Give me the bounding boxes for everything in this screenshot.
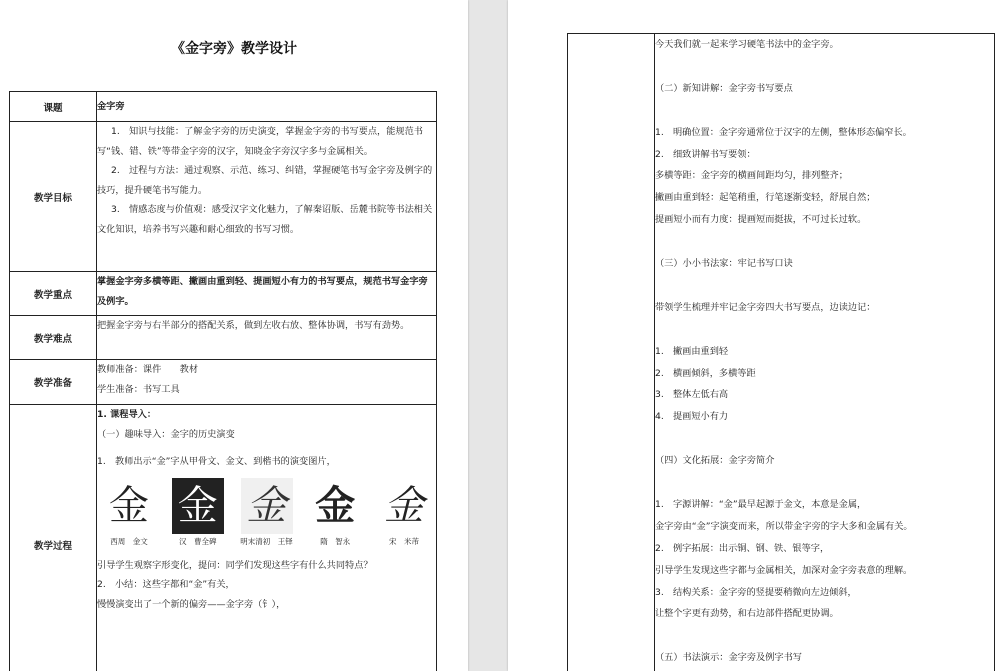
goal-item-3: 3. 情感态度与价值观：感受汉字文化魅力，了解秦诏版、岳麓书院等书法相关文化知识，培养书写兴趣和耐心细致的书写习惯。 <box>97 204 433 235</box>
process-line2: 引导学生观察字形变化，提问：同学们发现这些字有什么共同特点？ <box>97 559 373 571</box>
content-line: （二）新知讲解：金字旁书写要点 <box>655 82 793 94</box>
table-row-difficulty <box>10 316 437 360</box>
content-line: 金字旁由“金”字演变而来，所以带金字旁的字大多和金属有关。 <box>655 520 913 532</box>
table-row-key <box>10 272 437 316</box>
goal-item-2: 2. 过程与方法：通过观察、示范、练习、纠错，掌握硬笔书写金字旁及例字的技巧，提升硬笔书写能力。 <box>97 165 433 196</box>
table-row-prep <box>10 360 437 405</box>
content-line: 1. 明确位置：金字旁通常位于汉字的左侧，整体形态偏窄长。 <box>655 126 912 138</box>
row-value-topic: 金字旁 <box>97 92 437 122</box>
evolution-caption-4: 隋 智永 <box>320 536 351 546</box>
process-sub1: （一）趣味导入：金字的历史演变 <box>97 428 235 440</box>
content-line: （四）文化拓展：金字旁简介 <box>655 455 775 467</box>
content-line: 提画短小而有力度：提画短而挺拔，不可过长过软。 <box>655 214 867 226</box>
evolution-item <box>170 478 226 548</box>
row-label-topic: 课题 <box>10 92 97 122</box>
content-line: 2. 细致讲解书写要领： <box>655 148 756 160</box>
evolution-caption-3: 明末清初 王铎 <box>240 536 293 546</box>
prep-student: 学生准备：书写工具 <box>97 383 180 395</box>
content-line: 今天我们就一起来学习硬笔书法中的金字旁。 <box>655 39 839 50</box>
table-row-topic <box>10 92 437 122</box>
content-line: 3. 结构关系：金字旁的竖提要稍微向左边倾斜， <box>655 586 857 598</box>
row-label-empty <box>568 34 655 671</box>
content-line: 4. 提画短小有力 <box>655 411 729 423</box>
evolution-item <box>307 478 363 548</box>
content-line: 引导学生发现这些字都与金属相关，加深对金字旁表意的理解。 <box>655 564 913 576</box>
content-line: 撇画由重到轻：起笔稍重，行笔逐渐变轻，舒展自然； <box>655 192 876 204</box>
content-line: 让整个字更有劲势，和右边部件搭配更协调。 <box>655 608 839 620</box>
evolution-item <box>101 478 157 548</box>
content-line: 1. 字源讲解：“金”最早起源于金文，本意是金属， <box>655 498 867 510</box>
content-line: 2. 横画倾斜，多横等距 <box>655 367 756 379</box>
row-value-difficulty: 把握金字旁与右半部分的搭配关系，做到左收右放、整体协调，书写有劲势。 <box>97 316 437 360</box>
blank-line <box>655 319 994 341</box>
table-row-goals <box>10 122 437 272</box>
evolution-item <box>239 478 295 548</box>
document-page-right <box>508 0 1004 671</box>
row-label-goals: 教学目标 <box>10 122 97 272</box>
process-line4: 慢慢演变出了一个新的偏旁——金字旁（钅）， <box>97 598 286 610</box>
process-continued-content <box>655 34 995 671</box>
evolution-caption-5: 宋 米芾 <box>389 536 419 546</box>
character-evolution-images <box>97 478 436 548</box>
evolution-glyph-1: 金 <box>103 478 155 534</box>
prep-teacher: 教师准备：课件 教材 <box>97 364 199 375</box>
content-line: （三）小小书法家：牢记书写口诀 <box>655 258 793 270</box>
row-label-difficulty: 教学难点 <box>10 316 97 360</box>
content-line: 2. 例字拓展：出示铜、钢、铁、银等字， <box>655 542 830 554</box>
evolution-item <box>376 478 432 548</box>
evolution-glyph-2: 金 <box>172 478 224 534</box>
evolution-caption-1: 西周 金文 <box>110 536 148 546</box>
evolution-glyph-3: 金 <box>241 478 293 534</box>
content-line: 1. 撇画由重到轻 <box>655 345 729 357</box>
row-value-key: 掌握金字旁多横等距、撇画由重到轻、提画短小有力的书写要点，规范书写金字旁及例字。 <box>97 272 437 316</box>
content-line: 带领学生梳理并牢记金字旁四大书写要点，边读边记： <box>655 301 876 313</box>
row-value-goals <box>97 122 437 272</box>
blank-line <box>655 100 994 122</box>
blank-line <box>655 275 994 297</box>
evolution-glyph-5: 金 <box>378 478 430 534</box>
blank-line <box>655 472 994 494</box>
row-value-process <box>97 405 437 671</box>
evolution-caption-2: 汉 曹全碑 <box>179 536 217 546</box>
document-page-left <box>0 0 468 671</box>
document-title: 《金字旁》教学设计 <box>171 41 297 57</box>
process-heading: 1. 课程导入： <box>97 409 157 420</box>
row-label-prep: 教学准备 <box>10 360 97 405</box>
blank-line <box>655 428 994 450</box>
content-line: 3. 整体左低右高 <box>655 389 729 401</box>
evolution-glyph-4: 金 <box>309 478 361 534</box>
content-line: （五）书法演示：金字旁及例字书写 <box>655 652 802 664</box>
table-row-process <box>10 405 437 671</box>
blank-line <box>655 625 994 647</box>
process-line1: 1. 教师出示“金”字从甲骨文、金文、到楷书的演变图片， <box>97 456 336 467</box>
row-value-prep <box>97 360 437 405</box>
goal-item-1: 1. 知识与技能：了解金字旁的历史演变，掌握金字旁的书写要点，能规范书写“钱、错、铁”等带金字旁的汉字，知晓金字旁汉字多与金属相关。 <box>97 126 423 157</box>
blank-line <box>655 56 994 78</box>
content-line: 多横等距：金字旁的横画间距均匀，排列整齐； <box>655 170 848 182</box>
table-row-process-continued <box>568 34 995 671</box>
lesson-plan-table <box>9 91 437 671</box>
process-line3: 2. 小结：这些字都和“金”有关， <box>97 579 235 590</box>
row-label-key: 教学重点 <box>10 272 97 316</box>
lesson-plan-table-continued <box>567 33 995 671</box>
row-label-process: 教学过程 <box>10 405 97 671</box>
blank-line <box>655 231 994 253</box>
